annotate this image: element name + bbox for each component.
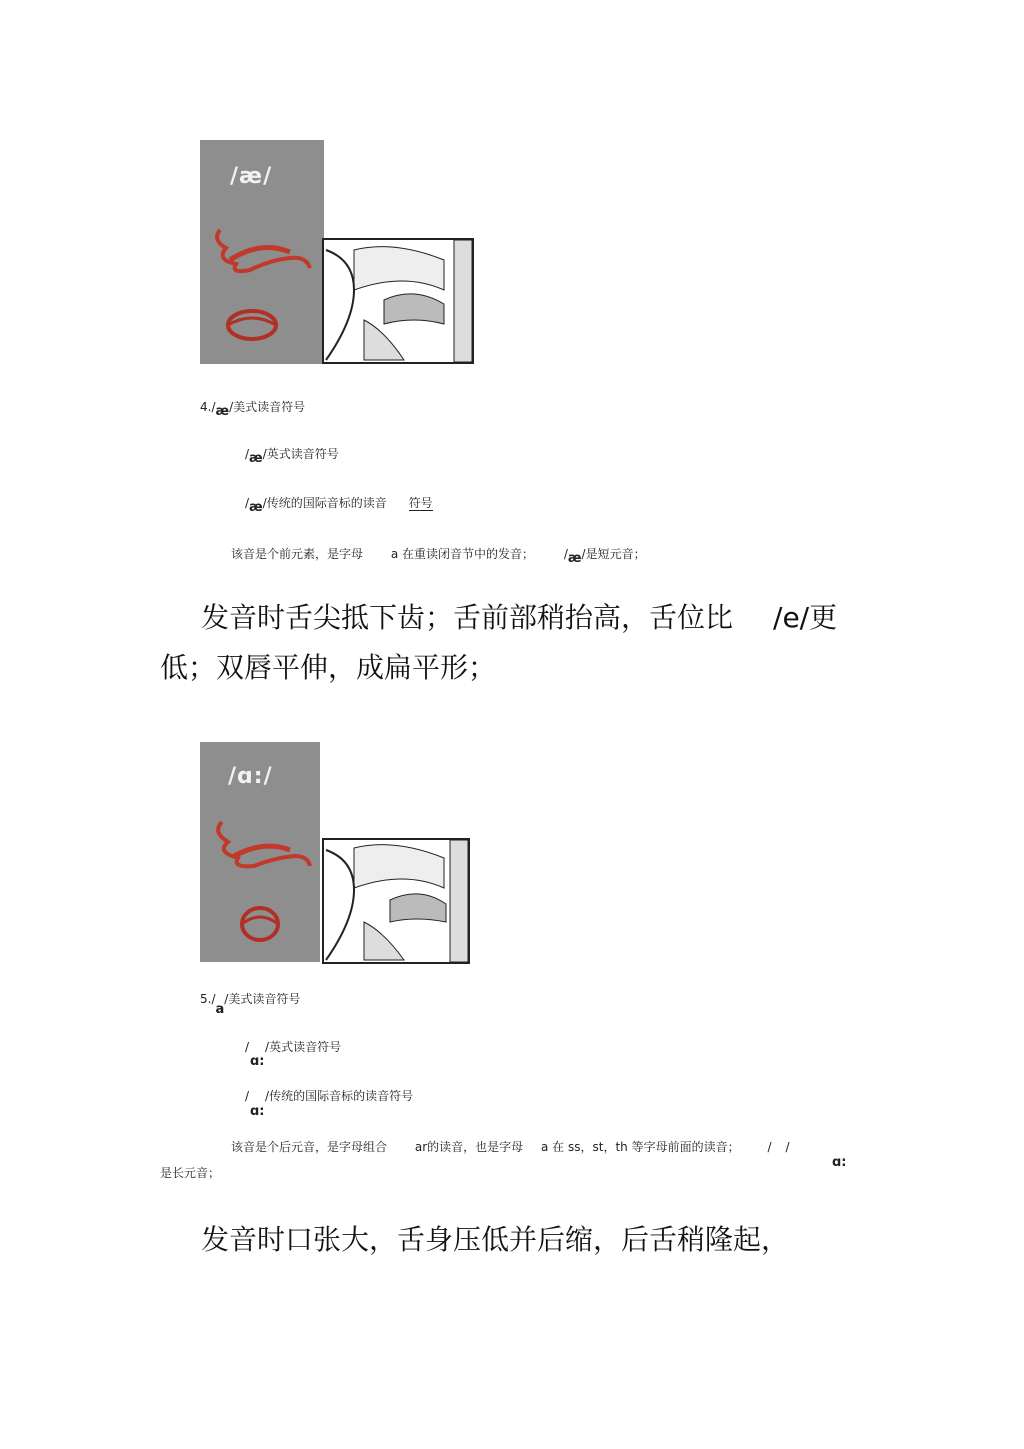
sec5-english-line: / /英式读音符号 (245, 1040, 342, 1054)
sec5-number: 5./ (200, 992, 216, 1006)
sec4-american-line: 4./æ/美式读音符号 (200, 400, 306, 419)
lips-tongue-illustration (200, 210, 324, 364)
a-long-symbol: ɑ: (250, 1104, 265, 1119)
sec4-description: 该音是个前元素，是字母 a 在重读闭音节中的发音； /æ/是短元音； (231, 547, 646, 566)
ae-symbol: æ (249, 500, 263, 515)
mouth-photo-ae (200, 140, 324, 364)
sec5-traditional-line: / /传统的国际音标的读音符号 (245, 1089, 414, 1103)
sec4-explanation-line1: 发音时舌尖抵下齿；舌前部稍抬高，舌位比 /e/更 (201, 601, 838, 634)
sec4-english-line: /æ/英式读音符号 (245, 447, 339, 466)
a-long-symbol: ɑ: (832, 1155, 847, 1170)
lips-tongue-illustration (200, 812, 320, 962)
a-long-symbol: ɑ: (250, 1054, 265, 1069)
tongue-position-diagram-ae (322, 238, 474, 364)
sec5-description: 该音是个后元音，是字母组合 ar的读音，也是字母 a 在 ss，st，th 等字母前面的读音； / / (231, 1140, 790, 1154)
ae-symbol: æ (249, 451, 263, 466)
mouth-photo-a (200, 742, 320, 962)
sec4-traditional-line: /æ/传统的国际音标的读音 符号 (245, 496, 433, 515)
vocal-tract-svg (324, 240, 472, 362)
tongue-position-diagram-a (322, 838, 470, 964)
sec4-number: 4./ (200, 400, 216, 414)
photo-label: /æ/ (230, 164, 273, 189)
a-symbol: a (215, 1002, 225, 1017)
ae-symbol: æ (215, 404, 230, 419)
sec4-explanation-line2: 低；双唇平伸，成扁平形； (160, 651, 497, 684)
sec5-american-line: 5./a/美式读音符号 (200, 992, 301, 1017)
sec5-explanation-line1: 发音时口张大，舌身压低并后缩，后舌稍隆起， (201, 1223, 790, 1256)
vocal-tract-svg (324, 840, 468, 962)
ae-symbol: æ (567, 551, 582, 566)
photo-label: /ɑ:/ (228, 764, 273, 789)
sec5-description-end: 是长元音； (160, 1166, 221, 1180)
